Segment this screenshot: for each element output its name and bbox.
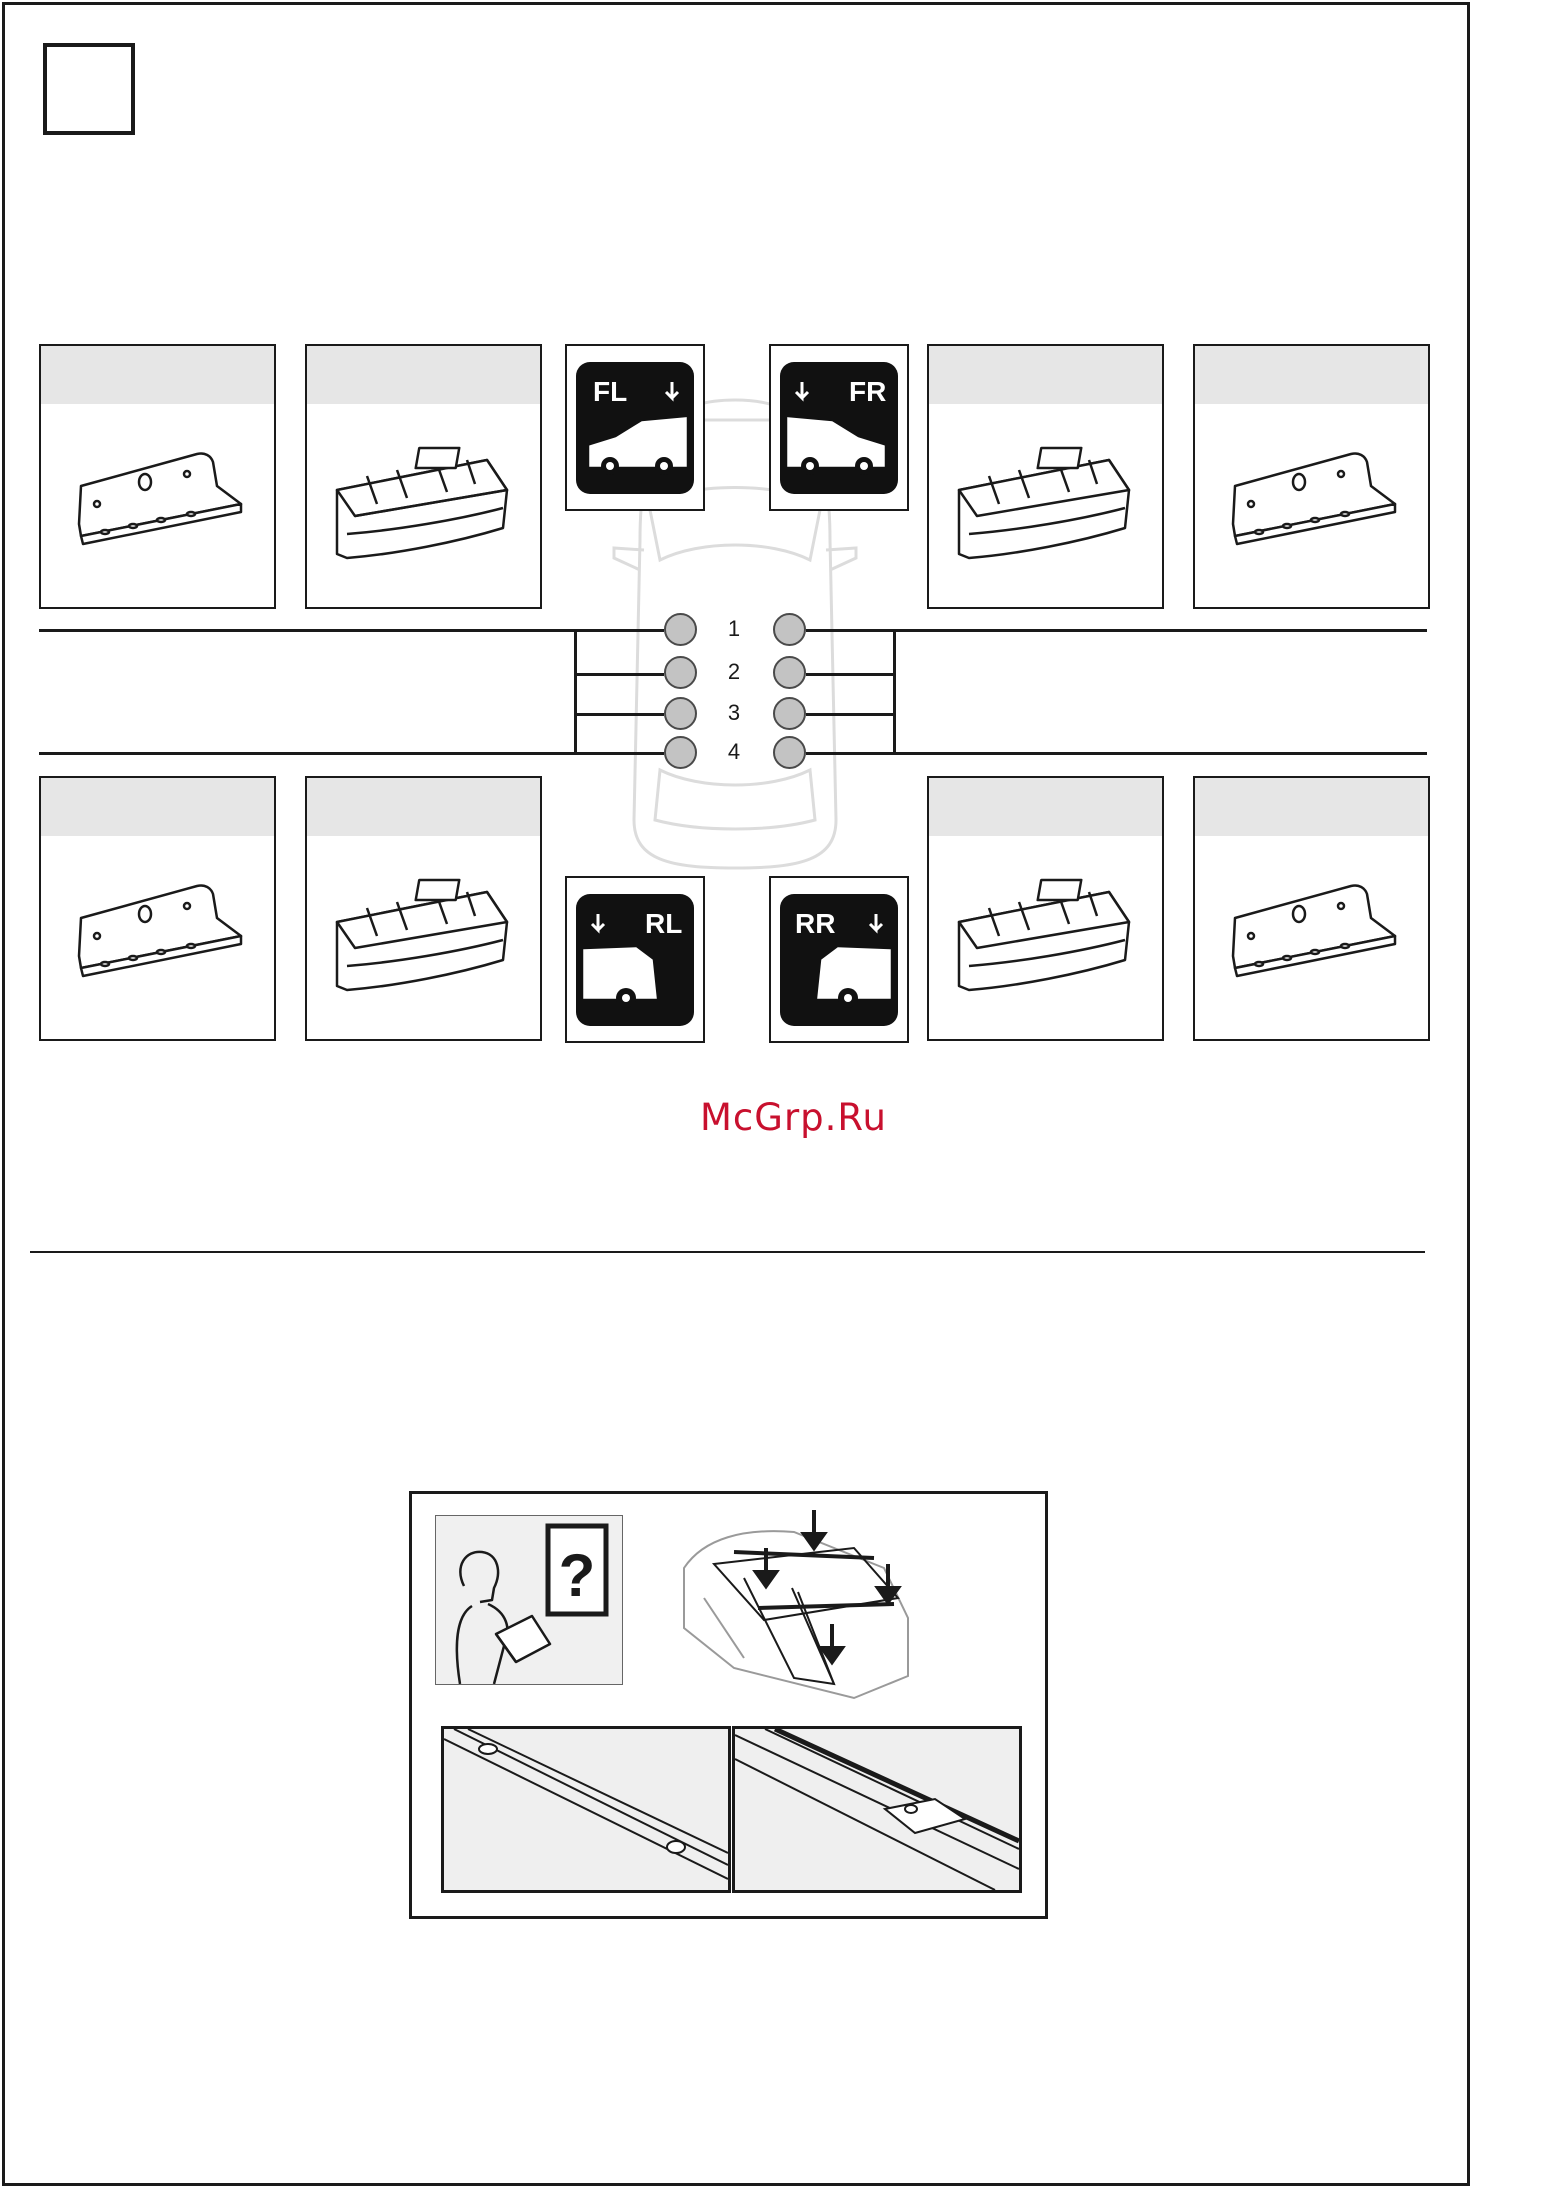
card-header-band bbox=[1195, 346, 1428, 404]
bracket-line-left bbox=[574, 629, 577, 755]
rear-left-bracket-card bbox=[39, 776, 276, 1041]
card-header-band bbox=[41, 778, 274, 836]
rear-bar-line-left bbox=[39, 752, 664, 755]
bracket-line-right bbox=[893, 629, 896, 755]
tick-line-right-3 bbox=[806, 713, 896, 716]
rear-right-bracket-card bbox=[1193, 776, 1430, 1041]
card-header-band bbox=[307, 346, 540, 404]
bracket-icon bbox=[41, 836, 274, 1039]
bracket-icon bbox=[41, 404, 274, 607]
position-dot-right-2 bbox=[773, 656, 806, 689]
car-roof-mounting-points-icon bbox=[674, 1508, 924, 1708]
tick-line-right-2 bbox=[806, 673, 896, 676]
roof-rack-foot-icon bbox=[307, 404, 540, 607]
step-number-box bbox=[43, 43, 135, 135]
flush-roof-rail-icon bbox=[444, 1729, 728, 1890]
position-code: FL bbox=[593, 376, 628, 407]
front-left-position-tile bbox=[565, 344, 705, 511]
slot-number: 2 bbox=[727, 659, 741, 684]
front-right-position-tile bbox=[769, 344, 909, 511]
tick-line-left-2 bbox=[574, 673, 664, 676]
front-right-foot-card bbox=[927, 344, 1164, 609]
position-code: RR bbox=[795, 908, 836, 939]
front-right-bracket-card bbox=[1193, 344, 1430, 609]
read-manual-icon bbox=[436, 1516, 622, 1684]
grooved-roof-rail-icon bbox=[735, 1729, 1019, 1890]
section-divider bbox=[30, 1251, 1425, 1253]
roof-check-panel bbox=[409, 1491, 1048, 1919]
card-header-band bbox=[929, 778, 1162, 836]
bracket-icon bbox=[1195, 404, 1428, 607]
card-header-band bbox=[929, 346, 1162, 404]
position-dot-left-1 bbox=[664, 613, 697, 646]
front-left-bracket-card bbox=[39, 344, 276, 609]
svg-text:?: ? bbox=[558, 1542, 596, 1609]
grooved-rail-tile bbox=[732, 1726, 1022, 1893]
slot-number: 3 bbox=[727, 700, 741, 725]
front-left-foot-card bbox=[305, 344, 542, 609]
position-dot-right-1 bbox=[773, 613, 806, 646]
roof-rack-foot-icon bbox=[307, 836, 540, 1039]
slot-number: 4 bbox=[727, 739, 741, 764]
rear-left-position-tile bbox=[565, 876, 705, 1043]
watermark-text: McGrp.Ru bbox=[700, 1096, 887, 1139]
position-dot-left-2 bbox=[664, 656, 697, 689]
position-dot-left-4 bbox=[664, 736, 697, 769]
roof-rack-foot-icon bbox=[929, 836, 1162, 1039]
roof-rack-foot-icon bbox=[929, 404, 1162, 607]
position-code: RL bbox=[645, 908, 683, 939]
rear-right-position-tile bbox=[769, 876, 909, 1043]
card-header-band bbox=[307, 778, 540, 836]
position-code: FR bbox=[849, 376, 887, 407]
front-bar-line-right bbox=[806, 629, 1427, 632]
card-header-band bbox=[1195, 778, 1428, 836]
rear-right-foot-card bbox=[927, 776, 1164, 1041]
rear-left-foot-card bbox=[305, 776, 542, 1041]
position-dot-right-3 bbox=[773, 697, 806, 730]
front-bar-line-left bbox=[39, 629, 664, 632]
slot-number: 1 bbox=[727, 616, 741, 641]
tick-line-left-3 bbox=[574, 713, 664, 716]
read-manual-tile bbox=[435, 1515, 623, 1685]
bracket-icon bbox=[1195, 836, 1428, 1039]
position-dot-right-4 bbox=[773, 736, 806, 769]
card-header-band bbox=[41, 346, 274, 404]
question-mark-icon bbox=[548, 1526, 606, 1614]
rear-bar-line-right bbox=[806, 752, 1427, 755]
position-dot-left-3 bbox=[664, 697, 697, 730]
flush-rail-tile bbox=[441, 1726, 731, 1893]
